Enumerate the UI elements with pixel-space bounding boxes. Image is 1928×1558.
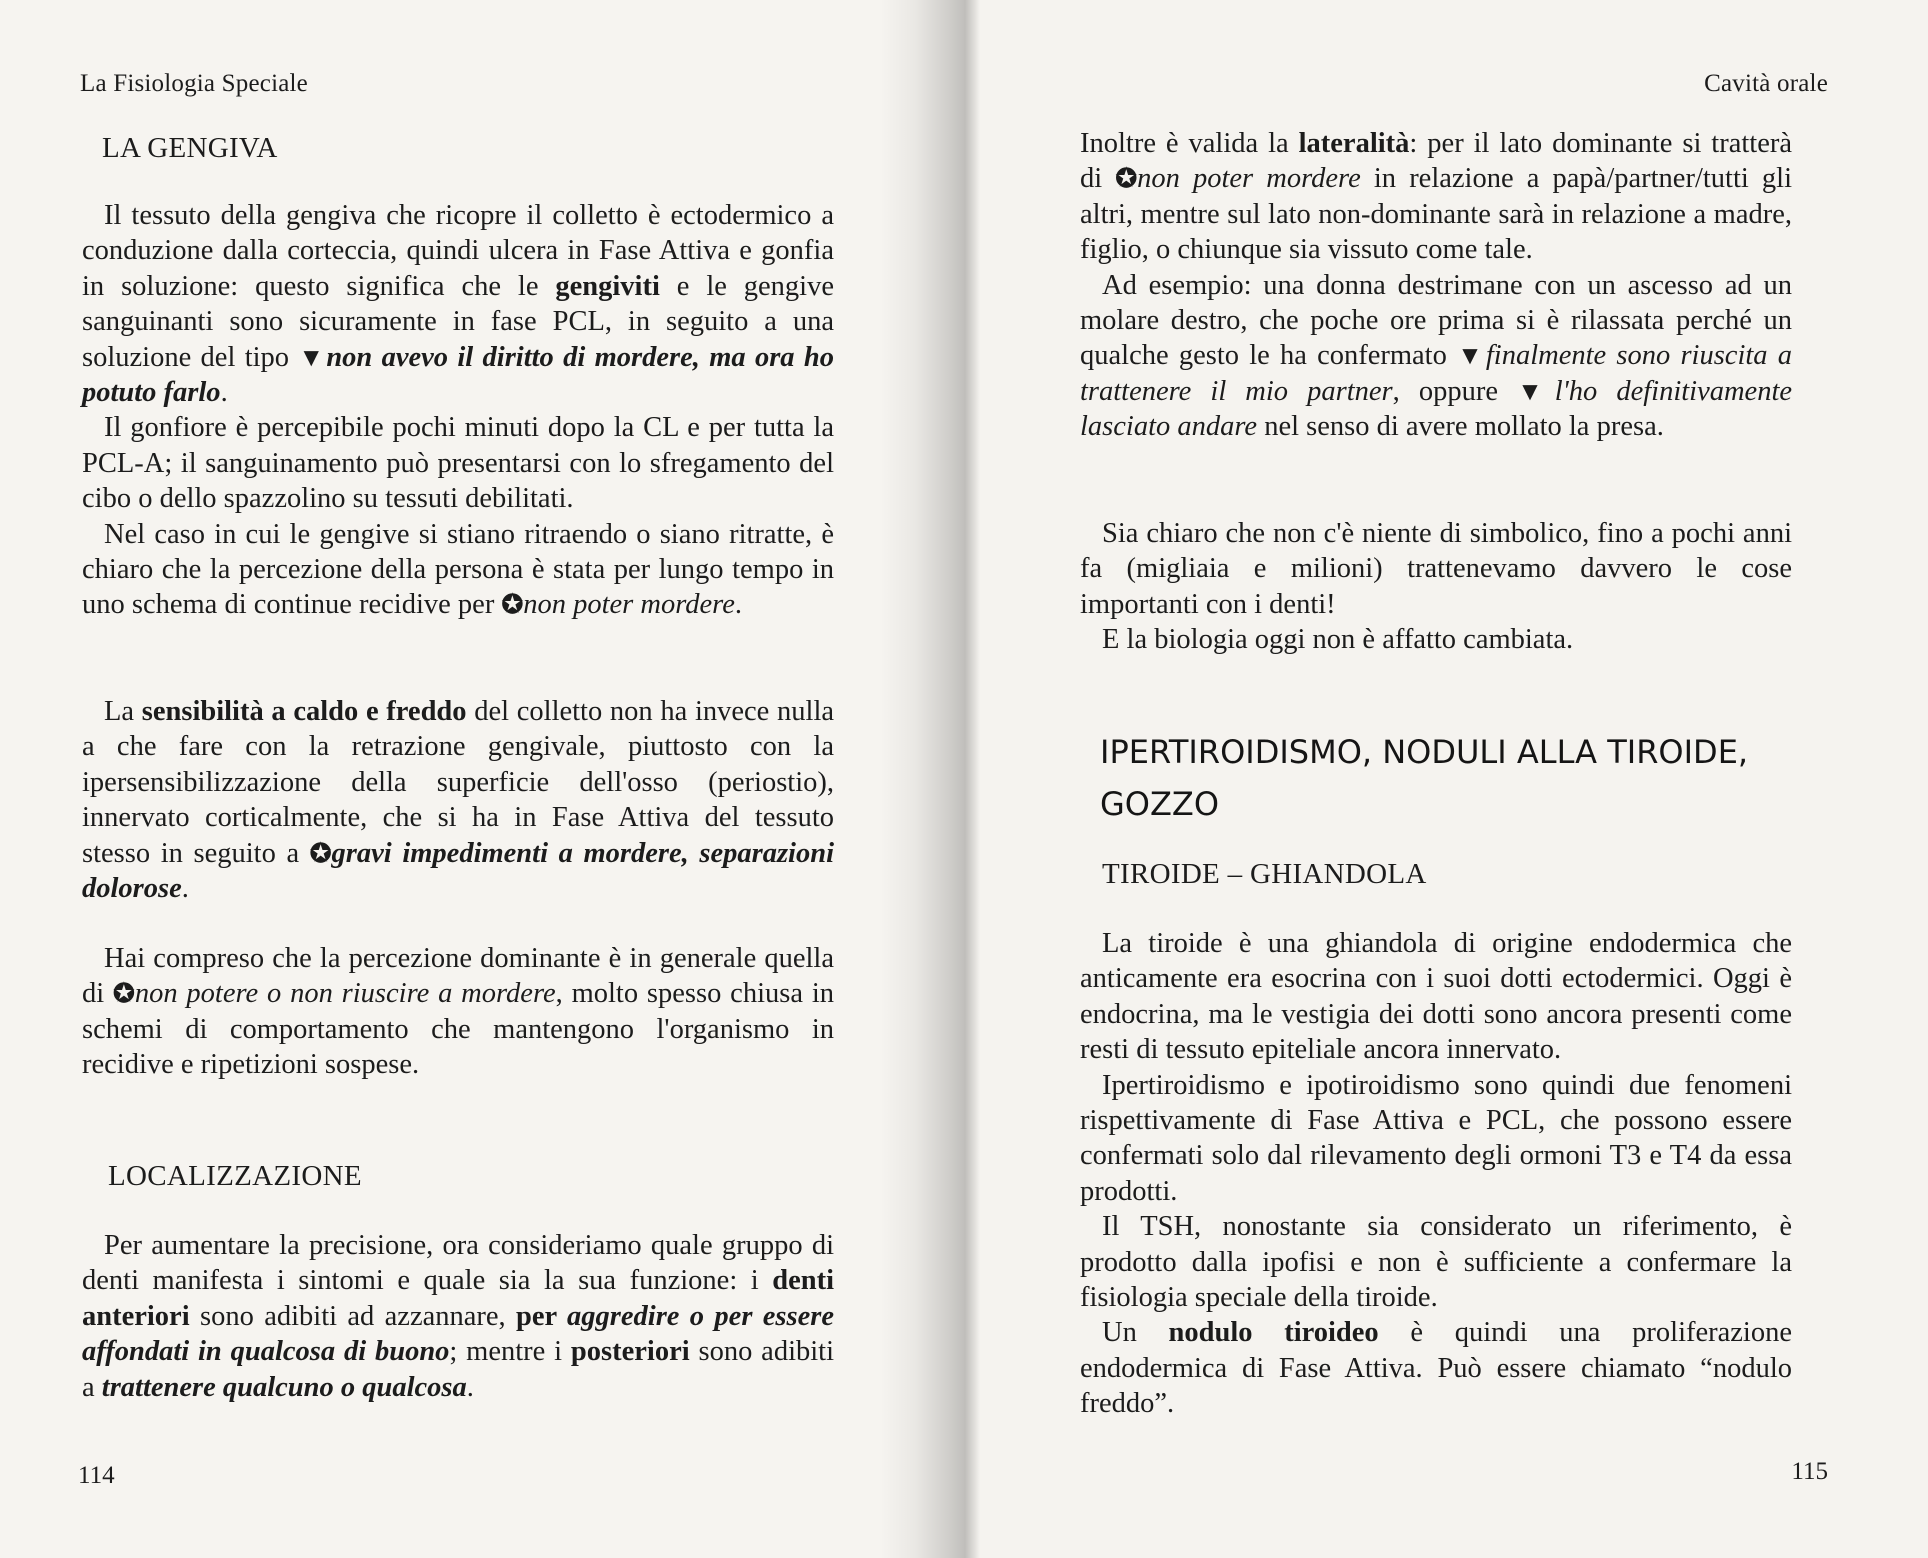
paragraph: Il tessuto della gengiva che ricopre il colletto è ectodermico a conduzione dalla corteccia, quindi ulcera in Fase Attiva e gonfia in soluzione: questo significa che le gengiviti e le gengive sanguinanti sono sicuramente in fase PCL, in seguito a una soluzione del tipo ▼non avevo il diritto di mordere, ma ora ho potuto farlo. — [82, 200, 835, 409]
paragraph: Ad esempio: una donna destrimane con un ascesso ad un molare destro, che poche ore prima si è rilassata perché un qualche gesto le ha confermato ▼finalmente sono riuscita a trattenere il mio partner, oppure ▼l'ho definitivamente lasciato andare nel senso di avere mollato la presa. — [1080, 269, 1793, 443]
heading-tiroide-ghiandola: TIROIDE – GHIANDOLA — [1102, 858, 1427, 890]
paragraph: Per aumentare la precisione, ora consideriamo quale gruppo di denti manifesta i sintomi e quale sia la sua funzione: i denti anteriori sono adibiti ad azzannare, per aggredire o per essere affondati in qualcosa di buono; mentre i posteriori sono adibiti a trattenere qualcuno o qualcosa. — [82, 1230, 834, 1403]
circled-star-icon: ✪ — [309, 838, 332, 868]
paragraph: E la biologia oggi non è affatto cambiata. — [1102, 624, 1574, 656]
circled-star-icon: ✪ — [1115, 164, 1138, 194]
paragraph: Il gonfiore è percepibile pochi minuti dopo la CL e per tutta la PCL-A; il sanguinamento può presentarsi con lo sfregamento del cibo o dello spazzolino su tessuti debilitati. — [82, 412, 834, 515]
body-text-lateralita — [1080, 126, 1792, 445]
body-text-tiroide — [1080, 926, 1792, 1422]
triangle-down-icon: ▼ — [298, 342, 327, 372]
paragraph: Inoltre è valida la lateralità: per il lato dominante si tratterà di ✪non poter mordere in relazione a papà/partner/tutti gli altri, mentre sul lato non-dominante sarà in relazione a madre, figlio, o chiunque sia vissuto come tale. — [1080, 128, 1793, 266]
heading-localizzazione: LOCALIZZAZIONE — [108, 1160, 362, 1192]
paragraph: Un nodulo tiroideo è quindi una proliferazione endodermica di Fase Attiva. Può essere chiamato “nodulo freddo”. — [1080, 1317, 1792, 1420]
circled-star-icon: ✪ — [113, 979, 135, 1009]
body-text-sensibilita — [82, 694, 834, 906]
paragraph: Sia chiaro che non c'è niente di simbolico, fino a pochi anni fa (migliaia e milioni) trattenevamo davvero le cose importanti con i denti! — [1080, 518, 1792, 620]
paragraph: Ipertiroidismo e ipotiroidismo sono quindi due fenomeni rispettivamente di Fase Attiva e PCL, che possono essere confermati solo dal rilevamento degli ormoni T3 e T4 da essa prodotti. — [1080, 1069, 1792, 1207]
triangle-down-icon: ▼ — [1517, 376, 1555, 406]
running-head-left: La Fisiologia Speciale — [80, 70, 308, 97]
paragraph: La sensibilità a caldo e freddo del colletto non ha invece nulla a che fare con la retrazione gengivale, piuttosto con la ipersensibilizzazione della superficie dell'osso (periostio), innervato corticalmente, che si ha in Fase Attiva del tessuto stesso in seguito a ✪gravi impedimenti a mordere, separazioni dolorose. — [82, 696, 835, 905]
body-text-percezione — [82, 941, 834, 1083]
section-title-ipertiroidismo: IPERTIROIDISMO, NODULI ALLA TIROIDE, GOZZO — [1100, 733, 1749, 823]
paragraph: La tiroide è una ghiandola di origine endodermica che anticamente era esocrina con i suoi dotti ectodermici. Oggi è endocrina, ma le vestigia dei dotti sono ancora presenti come resti di tessuto epiteliale ancora innervato. — [1080, 928, 1792, 1066]
running-head-right: Cavità orale — [1704, 70, 1828, 97]
paragraph: Il TSH, nonostante sia considerato un riferimento, è prodotto dalla ipofisi e non è sufficiente a confermare la fisiologia speciale della tiroide. — [1080, 1211, 1792, 1314]
body-text-localizzazione — [82, 1228, 834, 1405]
right-page — [964, 0, 1928, 1558]
paragraph: Hai compreso che la percezione dominante è in generale quella di ✪non potere o non riuscire a mordere, molto spesso chiusa in schemi di comportamento che mantengono l'organismo in recidive e ripetizioni sospese. — [82, 943, 834, 1081]
circled-star-icon: ✪ — [501, 590, 524, 620]
page-number-right: 115 — [1791, 1458, 1828, 1485]
body-text-simbolico — [1080, 516, 1792, 658]
triangle-down-icon: ▼ — [1457, 341, 1486, 371]
body-text-gengiva — [82, 198, 834, 623]
paragraph: Nel caso in cui le gengive si stiano ritraendo o siano ritratte, è chiaro che la percezione della persona è stata per lungo tempo in uno schema di continue recidive per ✪non poter mordere. — [82, 518, 834, 621]
heading-la-gengiva: LA GENGIVA — [102, 132, 278, 164]
page-number-left: 114 — [78, 1462, 115, 1489]
